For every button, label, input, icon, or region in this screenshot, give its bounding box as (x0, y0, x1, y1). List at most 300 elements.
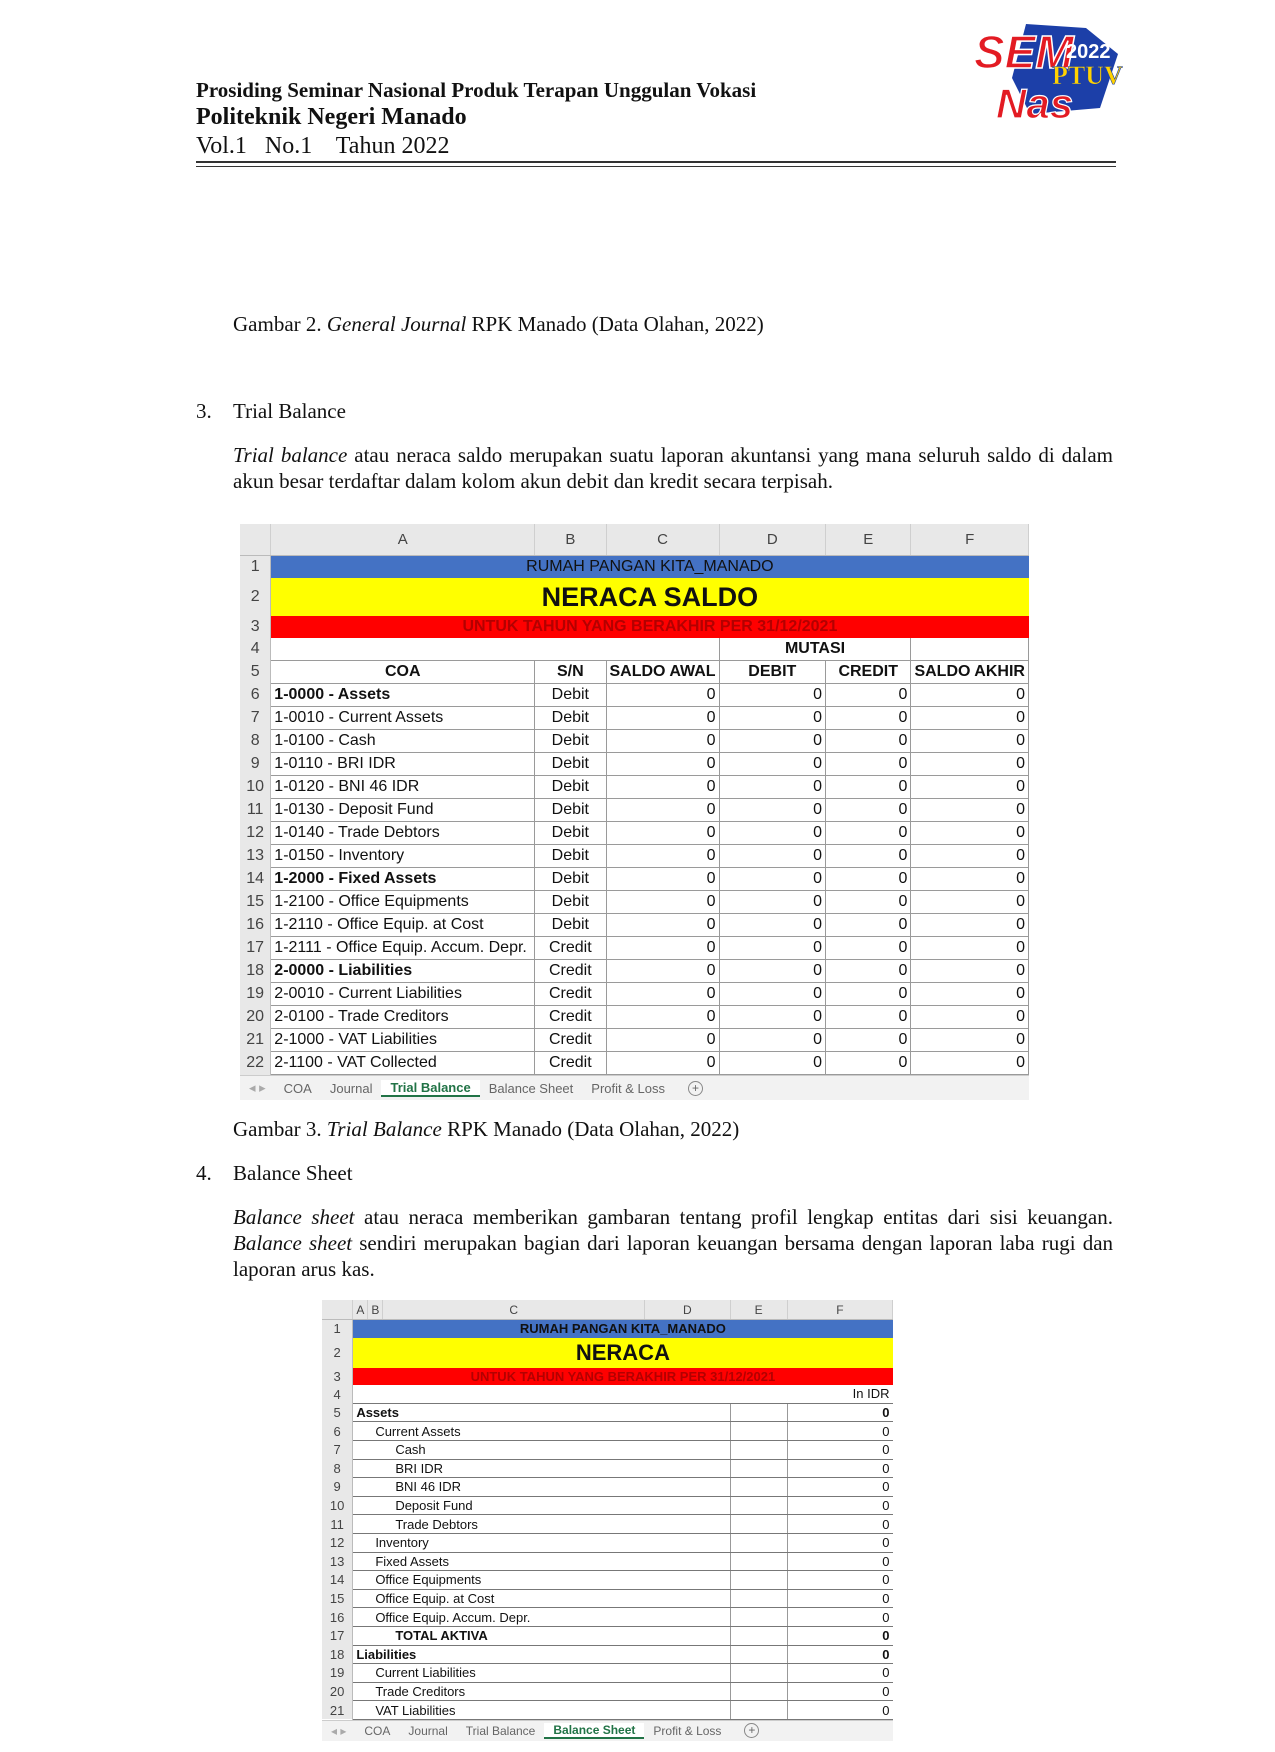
row-number[interactable]: 4 (322, 1385, 353, 1403)
amount-cell[interactable]: 0 (719, 799, 825, 822)
row-number[interactable]: 9 (322, 1478, 353, 1497)
row-number[interactable]: 10 (322, 1496, 353, 1515)
sn-cell[interactable]: Credit (535, 1029, 606, 1052)
amount-cell[interactable]: 0 (911, 1006, 1029, 1029)
amount-cell[interactable]: 0 (826, 1006, 911, 1029)
table-row (322, 1589, 893, 1608)
column-header-row (322, 1300, 893, 1320)
header-rule (196, 161, 1116, 163)
table-row (240, 776, 1029, 799)
amount-cell[interactable]: 0 (911, 983, 1029, 1006)
row-number[interactable]: 21 (240, 1029, 271, 1052)
sheet-tab[interactable]: COA (283, 1080, 312, 1096)
table-row (240, 937, 1029, 960)
row-number[interactable]: 16 (240, 914, 271, 937)
account-cell[interactable]: 1-2000 - Fixed Assets (271, 868, 535, 891)
row-number[interactable]: 10 (240, 776, 271, 799)
column-title-cell[interactable]: S/N (535, 661, 606, 684)
amount-cell[interactable]: 0 (606, 730, 719, 753)
sn-cell[interactable]: Debit (535, 753, 606, 776)
amount-cell[interactable]: 0 (719, 960, 825, 983)
account-cell[interactable]: Current Liabilities (353, 1664, 730, 1683)
account-cell[interactable]: Trade Debtors (353, 1515, 730, 1534)
amount-cell[interactable]: 0 (911, 730, 1029, 753)
row-number[interactable]: 6 (240, 684, 271, 707)
row-number[interactable]: 11 (322, 1515, 353, 1534)
row-number[interactable]: 8 (322, 1459, 353, 1478)
sn-cell[interactable]: Debit (535, 776, 606, 799)
empty-cell[interactable] (730, 1515, 787, 1534)
empty-cell[interactable] (730, 1403, 787, 1422)
table-row (240, 914, 1029, 937)
amount-cell[interactable]: 0 (787, 1664, 892, 1683)
row-number[interactable]: 17 (322, 1626, 353, 1645)
table-row (240, 1006, 1029, 1029)
row-number[interactable]: 8 (240, 730, 271, 753)
amount-cell[interactable]: 0 (719, 776, 825, 799)
table-row (322, 1459, 893, 1478)
sn-cell[interactable]: Credit (535, 1052, 606, 1075)
empty-cell[interactable] (730, 1478, 787, 1497)
table-row (240, 983, 1029, 1006)
figure-3-caption: Gambar 3. Trial Balance RPK Manado (Data Olahan, 2022) (233, 1117, 740, 1141)
amount-cell[interactable]: 0 (719, 891, 825, 914)
amount-cell[interactable]: 0 (826, 937, 911, 960)
row-number[interactable]: 3 (240, 616, 271, 638)
table-row (240, 1052, 1029, 1075)
sheet-scroll-arrows-icon[interactable]: ◂ ▸ (331, 1723, 347, 1738)
amount-cell[interactable]: 0 (826, 845, 911, 868)
account-cell[interactable]: Current Assets (353, 1422, 730, 1441)
select-all-corner[interactable] (240, 524, 271, 556)
row-number[interactable]: 17 (240, 937, 271, 960)
amount-cell[interactable]: 0 (787, 1571, 892, 1590)
empty-cell[interactable] (730, 1608, 787, 1627)
amount-cell[interactable]: 0 (911, 937, 1029, 960)
report-period-cell[interactable]: UNTUK TAHUN YANG BERAKHIR PER 31/12/2021 (271, 616, 1029, 638)
sheet-tabs (240, 1075, 1029, 1100)
sheet-scroll-arrows-icon[interactable]: ◂ ▸ (249, 1080, 266, 1095)
amount-cell[interactable]: 0 (606, 822, 719, 845)
account-cell[interactable]: Office Equip. at Cost (353, 1589, 730, 1608)
account-cell[interactable]: 2-1000 - VAT Liabilities (271, 1029, 535, 1052)
amount-cell[interactable]: 0 (826, 891, 911, 914)
amount-cell[interactable]: 0 (911, 1029, 1029, 1052)
sn-cell[interactable]: Debit (535, 891, 606, 914)
account-cell[interactable]: 1-0010 - Current Assets (271, 707, 535, 730)
account-cell[interactable]: 2-0010 - Current Liabilities (271, 983, 535, 1006)
column-header[interactable]: D (645, 1300, 730, 1320)
amount-cell[interactable]: 0 (606, 684, 719, 707)
sn-cell[interactable]: Credit (535, 1006, 606, 1029)
row-number[interactable]: 12 (322, 1533, 353, 1552)
row-number[interactable]: 1 (322, 1320, 353, 1338)
table-row (322, 1626, 893, 1645)
amount-cell[interactable]: 0 (787, 1533, 892, 1552)
amount-cell[interactable]: 0 (911, 845, 1029, 868)
title-row (240, 578, 1029, 616)
column-header[interactable]: A (271, 524, 535, 556)
table-row (240, 753, 1029, 776)
column-header[interactable]: E (730, 1300, 787, 1320)
sheet-tab[interactable]: Trial Balance (465, 1723, 536, 1738)
table-row (240, 799, 1029, 822)
empty-cell[interactable] (730, 1664, 787, 1683)
sheet-tab[interactable]: COA (364, 1723, 391, 1738)
row-number[interactable]: 16 (322, 1608, 353, 1627)
column-title-cell[interactable]: SALDO AWAL (606, 661, 719, 684)
sheet-tab[interactable]: Journal (329, 1080, 373, 1096)
column-header[interactable]: F (787, 1300, 892, 1320)
amount-cell[interactable]: 0 (826, 684, 911, 707)
amount-cell[interactable]: 0 (606, 799, 719, 822)
table-row (322, 1701, 893, 1720)
volume-info: Vol.1 No.1 Tahun 2022 (196, 133, 450, 159)
table-row (322, 1422, 893, 1441)
column-header[interactable]: E (826, 524, 911, 556)
account-cell[interactable]: 1-0140 - Trade Debtors (271, 822, 535, 845)
amount-cell[interactable]: 0 (719, 822, 825, 845)
column-header[interactable]: B (535, 524, 606, 556)
column-header[interactable]: D (719, 524, 825, 556)
amount-cell[interactable]: 0 (826, 776, 911, 799)
sn-cell[interactable]: Credit (535, 937, 606, 960)
account-cell[interactable]: 1-2110 - Office Equip. at Cost (271, 914, 535, 937)
journal-title: Prosiding Seminar Nasional Produk Terapan Unggulan Vokasi (196, 78, 757, 102)
account-cell[interactable]: BRI IDR (353, 1459, 730, 1478)
column-title-cell[interactable]: COA (271, 661, 535, 684)
account-cell[interactable]: 1-0100 - Cash (271, 730, 535, 753)
amount-cell[interactable]: 0 (787, 1478, 892, 1497)
amount-cell[interactable]: 0 (787, 1645, 892, 1664)
account-cell[interactable]: BNI 46 IDR (353, 1478, 730, 1497)
account-cell[interactable]: 2-0100 - Trade Creditors (271, 1006, 535, 1029)
amount-cell[interactable]: 0 (606, 707, 719, 730)
section-3-number: 3. (196, 399, 212, 423)
amount-cell[interactable]: 0 (719, 845, 825, 868)
empty-cell[interactable] (353, 1385, 788, 1403)
column-header[interactable]: F (911, 524, 1029, 556)
table-row (240, 707, 1029, 730)
amount-cell[interactable]: 0 (911, 914, 1029, 937)
amount-cell[interactable]: 0 (911, 707, 1029, 730)
column-title-cell[interactable]: DEBIT (719, 661, 825, 684)
sheet-tab[interactable]: Journal (408, 1723, 448, 1738)
header-rule-thin (196, 166, 1116, 167)
row-number[interactable]: 5 (240, 661, 271, 684)
row-number[interactable]: 15 (322, 1589, 353, 1608)
column-header[interactable]: B (368, 1300, 383, 1320)
row-number[interactable]: 3 (322, 1368, 353, 1386)
empty-cell[interactable] (271, 638, 719, 661)
table-row (240, 684, 1029, 707)
amount-cell[interactable]: 0 (719, 868, 825, 891)
account-cell[interactable]: Assets (353, 1403, 730, 1422)
amount-cell[interactable]: 0 (826, 868, 911, 891)
row-number[interactable]: 21 (322, 1701, 353, 1720)
section-4-number: 4. (196, 1161, 212, 1185)
amount-cell[interactable]: 0 (787, 1701, 892, 1720)
row-number[interactable]: 20 (240, 1006, 271, 1029)
account-cell[interactable]: TOTAL AKTIVA (353, 1626, 730, 1645)
sn-cell[interactable]: Debit (535, 799, 606, 822)
empty-cell[interactable] (730, 1645, 787, 1664)
amount-cell[interactable]: 0 (606, 937, 719, 960)
row-number[interactable]: 13 (240, 845, 271, 868)
account-cell[interactable]: Inventory (353, 1533, 730, 1552)
table-row (240, 822, 1029, 845)
title-row (322, 1338, 893, 1368)
figure-2-caption: Gambar 2. General Journal RPK Manado (Data Olahan, 2022) (233, 312, 764, 336)
row-number[interactable]: 14 (322, 1571, 353, 1590)
mutasi-header-cell[interactable]: MUTASI (719, 638, 911, 661)
sn-cell[interactable]: Debit (535, 914, 606, 937)
amount-cell[interactable]: 0 (787, 1422, 892, 1441)
empty-cell[interactable] (730, 1571, 787, 1590)
sheet-tab[interactable]: Balance Sheet (488, 1080, 574, 1096)
sheet-tab[interactable]: Balance Sheet (544, 1723, 644, 1739)
svg-text:PTUV: PTUV (1052, 61, 1123, 90)
report-title-cell[interactable]: NERACA SALDO (271, 578, 1029, 616)
amount-cell[interactable]: 0 (719, 1006, 825, 1029)
amount-cell[interactable]: 0 (719, 914, 825, 937)
amount-cell[interactable]: 0 (787, 1403, 892, 1422)
row-number[interactable]: 7 (240, 707, 271, 730)
amount-cell[interactable]: 0 (787, 1459, 892, 1478)
row-number[interactable]: 22 (240, 1052, 271, 1075)
amount-cell[interactable]: 0 (719, 707, 825, 730)
sn-cell[interactable]: Debit (535, 730, 606, 753)
empty-cell[interactable] (730, 1422, 787, 1441)
amount-cell[interactable]: 0 (606, 868, 719, 891)
row-number[interactable]: 13 (322, 1552, 353, 1571)
section-4-paragraph: Balance sheet atau neraca memberikan gambaran tentang profil lengkap entitas dari sisi keuangan. Balance sheet sendiri merupakan bagian dari laporan keuangan bersama dengan laporan laba rugi dan laporan arus kas. (233, 1205, 1114, 1281)
amount-cell[interactable]: 0 (787, 1552, 892, 1571)
table-row (322, 1682, 893, 1701)
column-header[interactable]: C (383, 1300, 645, 1320)
svg-text:2022: 2022 (1066, 41, 1111, 63)
account-cell[interactable]: Fixed Assets (353, 1552, 730, 1571)
amount-cell[interactable]: 0 (719, 1029, 825, 1052)
account-cell[interactable]: 1-0130 - Deposit Fund (271, 799, 535, 822)
row-number[interactable]: 6 (322, 1422, 353, 1441)
sheet-tab[interactable]: Trial Balance (381, 1080, 479, 1097)
empty-cell[interactable] (730, 1589, 787, 1608)
column-header-row (240, 524, 1029, 556)
table-row (240, 730, 1029, 753)
row-number[interactable]: 5 (322, 1403, 353, 1422)
amount-cell[interactable]: 0 (787, 1496, 892, 1515)
amount-cell[interactable]: 0 (826, 914, 911, 937)
currency-cell[interactable]: In IDR (787, 1385, 892, 1403)
sn-cell[interactable]: Debit (535, 684, 606, 707)
title-row (322, 1368, 893, 1386)
amount-cell[interactable]: 0 (606, 983, 719, 1006)
amount-cell[interactable]: 0 (606, 960, 719, 983)
semnas-logo (968, 18, 1128, 128)
sn-cell[interactable]: Debit (535, 845, 606, 868)
amount-cell[interactable]: 0 (787, 1608, 892, 1627)
account-cell[interactable]: 1-0000 - Assets (271, 684, 535, 707)
title-row (240, 556, 1029, 579)
amount-cell[interactable]: 0 (606, 891, 719, 914)
amount-cell[interactable]: 0 (911, 776, 1029, 799)
account-cell[interactable]: 2-1100 - VAT Collected (271, 1052, 535, 1075)
row-number[interactable]: 7 (322, 1440, 353, 1459)
table-row (240, 960, 1029, 983)
column-title-cell[interactable]: CREDIT (826, 661, 911, 684)
amount-cell[interactable]: 0 (606, 845, 719, 868)
table-row (322, 1645, 893, 1664)
sn-cell[interactable]: Credit (535, 983, 606, 1006)
amount-cell[interactable]: 0 (826, 799, 911, 822)
table-row (322, 1533, 893, 1552)
empty-cell[interactable] (730, 1440, 787, 1459)
header-row (240, 638, 1029, 661)
amount-cell[interactable]: 0 (787, 1589, 892, 1608)
amount-cell[interactable]: 0 (719, 1052, 825, 1075)
empty-cell[interactable] (730, 1626, 787, 1645)
select-all-corner[interactable] (322, 1300, 353, 1320)
table-row (322, 1664, 893, 1683)
amount-cell[interactable]: 0 (719, 684, 825, 707)
amount-cell[interactable]: 0 (826, 1052, 911, 1075)
sheet-tabs (322, 1720, 893, 1741)
account-cell[interactable]: Office Equipments (353, 1571, 730, 1590)
balance-sheet-spreadsheet (322, 1300, 893, 1752)
amount-cell[interactable]: 0 (826, 960, 911, 983)
row-number[interactable]: 18 (240, 960, 271, 983)
table-row (240, 891, 1029, 914)
column-header[interactable]: A (353, 1300, 368, 1320)
column-title-cell[interactable]: SALDO AKHIR (911, 661, 1029, 684)
amount-cell[interactable]: 0 (606, 1052, 719, 1075)
row-number[interactable]: 20 (322, 1682, 353, 1701)
amount-cell[interactable]: 0 (826, 753, 911, 776)
institution-name: Politeknik Negeri Manado (196, 104, 467, 130)
row-number[interactable]: 4 (240, 638, 271, 661)
table-row (240, 1029, 1029, 1052)
account-cell[interactable]: Deposit Fund (353, 1496, 730, 1515)
svg-text:Nas: Nas (996, 80, 1074, 127)
row-number[interactable]: 18 (322, 1645, 353, 1664)
amount-cell[interactable]: 0 (719, 983, 825, 1006)
account-cell[interactable]: 1-2100 - Office Equipments (271, 891, 535, 914)
row-number[interactable]: 9 (240, 753, 271, 776)
account-cell[interactable]: 2-0000 - Liabilities (271, 960, 535, 983)
empty-cell[interactable] (911, 638, 1029, 661)
section-3-title: Trial Balance (233, 399, 346, 423)
svg-text:SEM: SEM (974, 26, 1074, 78)
report-period-cell[interactable]: UNTUK TAHUN YANG BERAKHIR PER 31/12/2021 (353, 1368, 893, 1386)
empty-cell[interactable] (730, 1682, 787, 1701)
sn-cell[interactable]: Debit (535, 868, 606, 891)
table-row (322, 1403, 893, 1422)
empty-cell[interactable] (730, 1701, 787, 1720)
amount-cell[interactable]: 0 (826, 1029, 911, 1052)
column-header[interactable]: C (606, 524, 719, 556)
empty-cell[interactable] (730, 1552, 787, 1571)
account-cell[interactable]: VAT Liabilities (353, 1701, 730, 1720)
account-cell[interactable]: 1-0110 - BRI IDR (271, 753, 535, 776)
amount-cell[interactable]: 0 (911, 799, 1029, 822)
empty-cell[interactable] (730, 1533, 787, 1552)
amount-cell[interactable]: 0 (719, 937, 825, 960)
amount-cell[interactable]: 0 (787, 1682, 892, 1701)
account-cell[interactable]: 1-2111 - Office Equip. Accum. Depr. (271, 937, 535, 960)
amount-cell[interactable]: 0 (787, 1515, 892, 1534)
row-number[interactable]: 11 (240, 799, 271, 822)
company-name-cell[interactable]: RUMAH PANGAN KITA_MANADO (353, 1320, 893, 1338)
row-number[interactable]: 12 (240, 822, 271, 845)
sheet-tab[interactable]: Profit & Loss (653, 1723, 722, 1738)
row-number[interactable]: 19 (322, 1664, 353, 1683)
amount-cell[interactable]: 0 (606, 776, 719, 799)
amount-cell[interactable]: 0 (606, 1029, 719, 1052)
section-3-paragraph: Trial balance atau neraca saldo merupakan suatu laporan akuntansi yang mana seluruh saldo di dalam akun besar terdaftar dalam kolom akun debit dan kredit secara terpisah. (233, 443, 1113, 493)
report-title-cell[interactable]: NERACA (353, 1338, 893, 1368)
amount-cell[interactable]: 0 (911, 1052, 1029, 1075)
row-number[interactable]: 2 (322, 1338, 353, 1368)
sn-cell[interactable]: Debit (535, 707, 606, 730)
title-row (322, 1320, 893, 1338)
amount-cell[interactable]: 0 (911, 684, 1029, 707)
amount-cell[interactable]: 0 (911, 753, 1029, 776)
add-sheet-icon[interactable]: + (688, 1081, 703, 1096)
sheet-tab[interactable]: Profit & Loss (591, 1080, 665, 1096)
title-row (240, 616, 1029, 638)
account-cell[interactable]: 1-0150 - Inventory (271, 845, 535, 868)
company-name-cell[interactable]: RUMAH PANGAN KITA_MANADO (271, 556, 1029, 579)
account-cell[interactable]: Office Equip. Accum. Depr. (353, 1608, 730, 1627)
amount-cell[interactable]: 0 (911, 891, 1029, 914)
account-cell[interactable]: Cash (353, 1440, 730, 1459)
row-number[interactable]: 15 (240, 891, 271, 914)
table-row (240, 868, 1029, 891)
table-row (322, 1478, 893, 1497)
amount-cell[interactable]: 0 (787, 1440, 892, 1459)
amount-cell[interactable]: 0 (911, 822, 1029, 845)
sn-cell[interactable]: Debit (535, 822, 606, 845)
empty-cell[interactable] (730, 1496, 787, 1515)
empty-cell[interactable] (730, 1459, 787, 1478)
account-cell[interactable]: Liabilities (353, 1645, 730, 1664)
amount-cell[interactable]: 0 (606, 914, 719, 937)
amount-cell[interactable]: 0 (606, 1006, 719, 1029)
add-sheet-icon[interactable]: + (744, 1723, 759, 1738)
row-number[interactable]: 14 (240, 868, 271, 891)
row-number[interactable]: 1 (240, 556, 271, 579)
amount-cell[interactable]: 0 (787, 1626, 892, 1645)
table-row (240, 845, 1029, 868)
amount-cell[interactable]: 0 (911, 960, 1029, 983)
row-number[interactable]: 19 (240, 983, 271, 1006)
sn-cell[interactable]: Credit (535, 960, 606, 983)
account-cell[interactable]: Trade Creditors (353, 1682, 730, 1701)
row-number[interactable]: 2 (240, 578, 271, 616)
amount-cell[interactable]: 0 (826, 983, 911, 1006)
table-row (322, 1608, 893, 1627)
amount-cell[interactable]: 0 (826, 822, 911, 845)
table-row (322, 1515, 893, 1534)
amount-cell[interactable]: 0 (826, 707, 911, 730)
amount-cell[interactable]: 0 (719, 753, 825, 776)
amount-cell[interactable]: 0 (826, 730, 911, 753)
account-cell[interactable]: 1-0120 - BNI 46 IDR (271, 776, 535, 799)
amount-cell[interactable]: 0 (911, 868, 1029, 891)
amount-cell[interactable]: 0 (719, 730, 825, 753)
amount-cell[interactable]: 0 (606, 753, 719, 776)
